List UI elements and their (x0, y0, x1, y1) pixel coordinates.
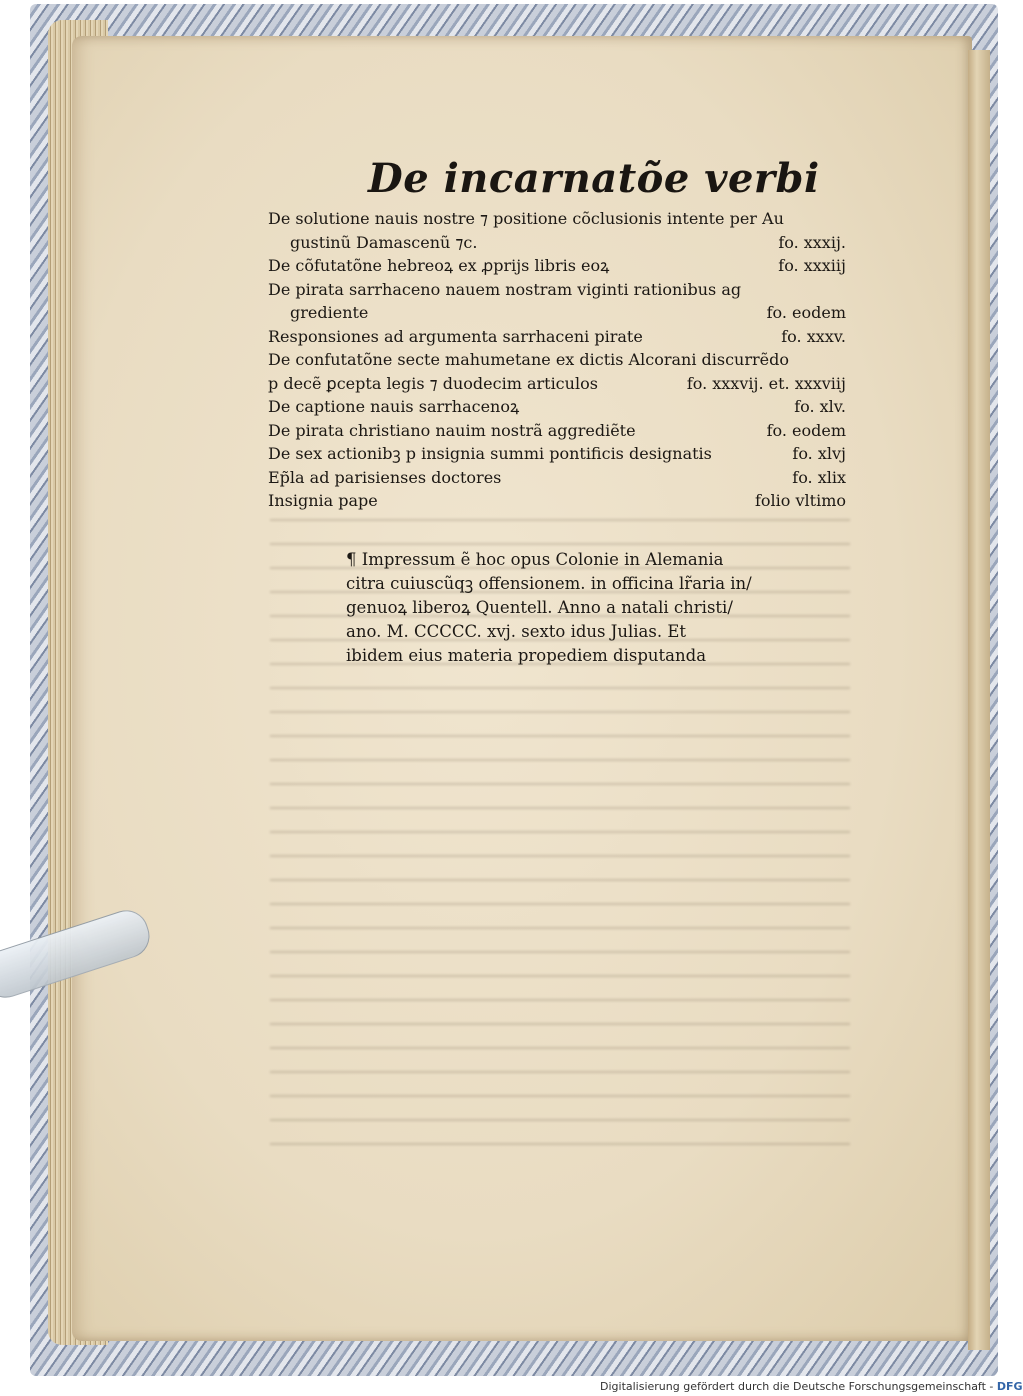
toc-folio: fo. xlvj (792, 444, 846, 463)
toc-entry-text: De sex actionibꝫ p insignia summi pontificis designatis (268, 444, 712, 463)
toc-folio: fo. xlv. (794, 397, 846, 416)
toc-row (268, 372, 846, 396)
footer-text: Digitalisierung gefördert durch die Deutsche Forschungsgemeinschaft - (600, 1380, 994, 1393)
toc-folio: folio vltimo (754, 491, 846, 510)
toc-row (268, 395, 846, 419)
toc-entry-text: De pirata christiano nauim nostrã aggrediẽte (268, 420, 636, 440)
toc-folio: fo. xxxv. (781, 326, 846, 346)
colophon-line: ibidem eius materia propediem disputanda (346, 646, 707, 665)
toc-row (268, 489, 846, 513)
toc-entry-text: gustinũ Damascenũ ⁊c. (290, 232, 478, 252)
colophon-line: ano. M. CCCCC. xvj. sexto idus Julias. Et (346, 622, 687, 641)
toc-row (268, 348, 846, 372)
toc-folio: fo. eodem (766, 303, 846, 322)
toc-row (268, 442, 846, 466)
toc-row (268, 301, 846, 325)
toc-row (268, 419, 846, 443)
toc-row (268, 231, 846, 255)
colophon-line: genuoꝝ liberoꝝ Quentell. Anno a natali christi/ (346, 598, 733, 617)
toc-entry-text: grediente (290, 303, 369, 322)
toc-entry-text: De confutatõne secte mahumetane ex dictis Alcorani discurrẽdo (268, 350, 789, 369)
toc-folio: fo. xxxvij. et. xxxviij (686, 373, 846, 393)
page-right-edge (968, 50, 990, 1350)
toc-row (268, 466, 846, 490)
toc-entry-text: Ep̃la ad parisienses doctores (268, 467, 502, 487)
toc-row (268, 278, 846, 302)
toc-row (268, 325, 846, 349)
table-of-contents (268, 207, 846, 513)
toc-folio: fo. eodem (766, 420, 846, 440)
toc-folio: fo. xlix (792, 467, 846, 487)
toc-row (268, 254, 846, 278)
toc-entry-text: De captione nauis sarrhacenoꝝ (268, 397, 520, 416)
toc-entry-text: Responsiones ad argumenta sarrhaceni pirate (268, 326, 643, 346)
toc-entry-text: Insignia pape (268, 491, 378, 510)
page-title: De incarnatõe verbi (368, 155, 820, 202)
toc-entry-text: De cõfutatõne hebreoꝝ ex ꝓprijs libris eoꝝ (268, 256, 610, 275)
colophon (346, 548, 766, 668)
toc-row (268, 207, 846, 231)
colophon-line: citra cuiuscũqꝫ offensionem. in officina lr̃aria in/ (346, 574, 752, 593)
dfg-logo: DFG (996, 1380, 1023, 1393)
toc-entry-text: De pirata sarrhaceno nauem nostram viginti rationibus ag (268, 279, 742, 299)
toc-entry-text: De solutione nauis nostre ⁊ positione cõclusionis intente per Au (268, 209, 784, 228)
toc-entry-text: p decẽ ꝑcepta legis ⁊ duodecim articulos (268, 373, 598, 393)
colophon-line: ¶ Impressum ẽ hoc opus Colonie in Alemania (346, 550, 724, 569)
toc-folio: fo. xxxiij (778, 256, 846, 275)
toc-folio: fo. xxxij. (778, 232, 846, 252)
digitization-footer (600, 1378, 1023, 1396)
